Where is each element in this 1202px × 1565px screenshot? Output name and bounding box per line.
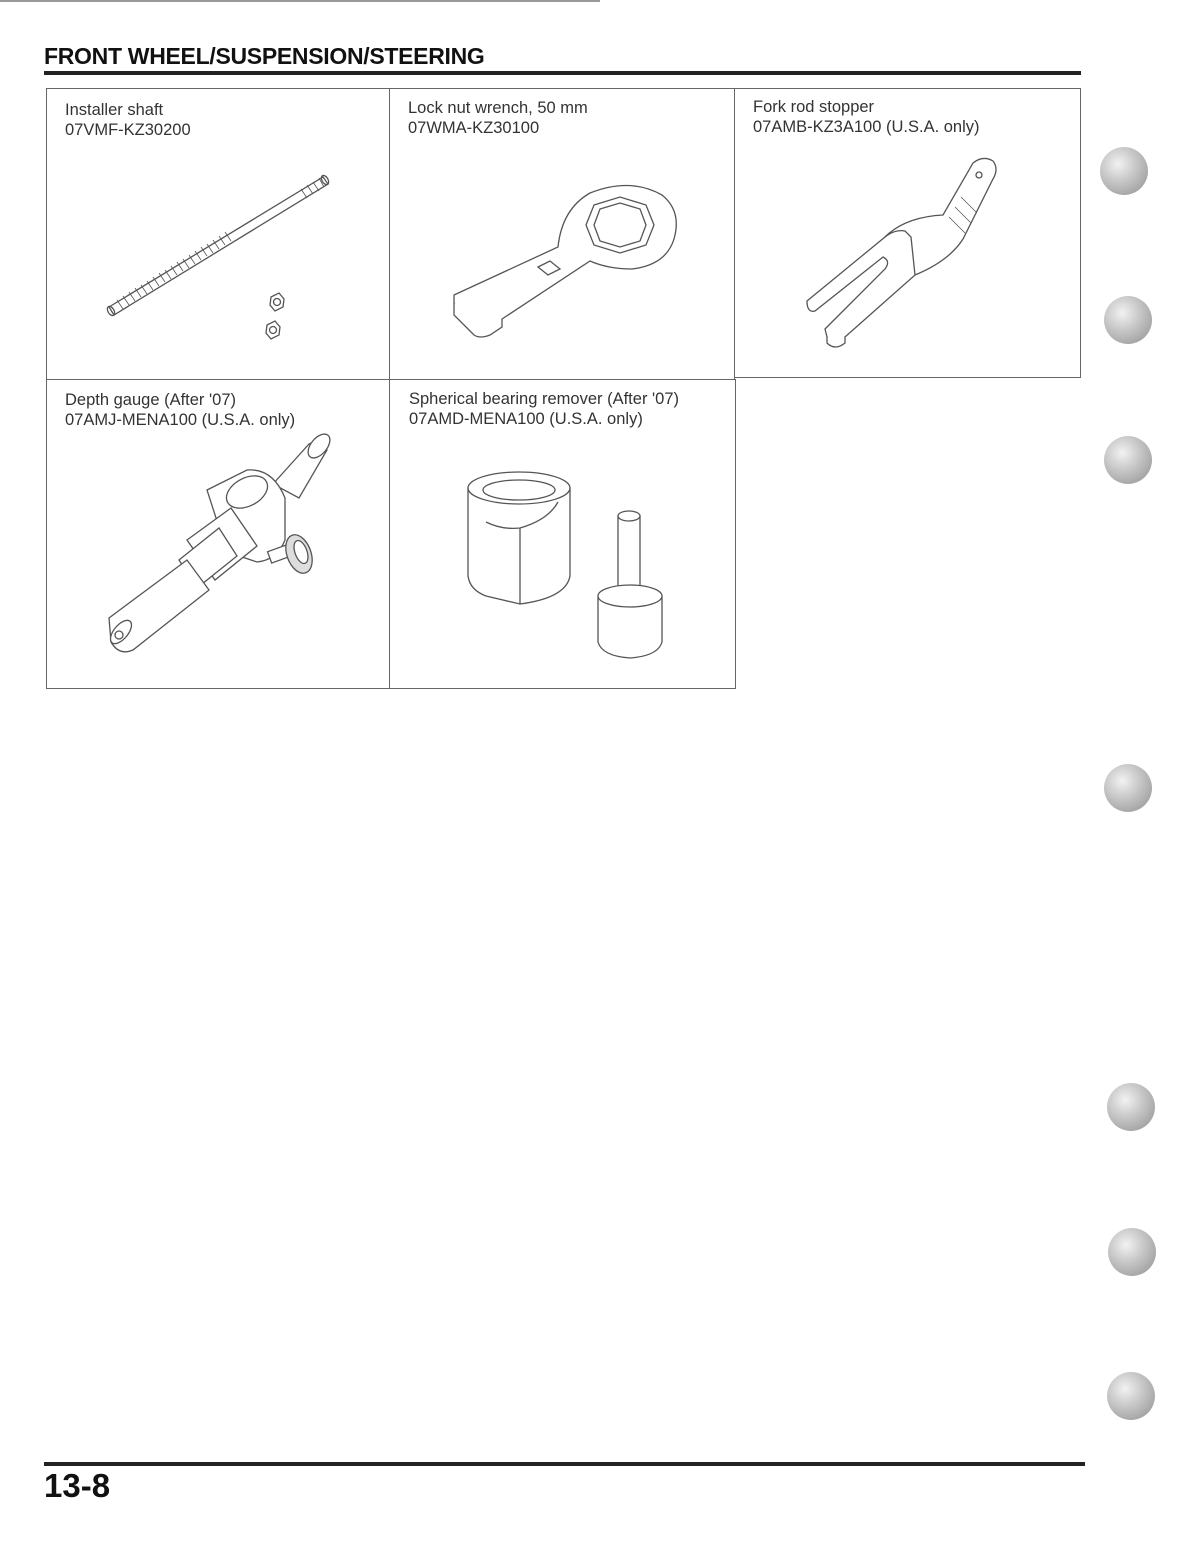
tool-cell-depth-gauge bbox=[46, 379, 390, 689]
tool-name: Installer shaft bbox=[65, 101, 164, 119]
depth-gauge-illustration bbox=[47, 380, 389, 688]
tool-part-number: 07AMJ-MENA100 (U.S.A. only) bbox=[65, 411, 296, 429]
section-tab-marker bbox=[1107, 1083, 1155, 1131]
tool-cell-fork-rod-stopper bbox=[734, 88, 1081, 378]
fork-rod-stopper-illustration bbox=[735, 89, 1080, 377]
tool-cell-installer-shaft bbox=[46, 88, 390, 380]
tool-cell-lock-nut-wrench bbox=[389, 88, 735, 380]
page-title: FRONT WHEEL/SUSPENSION/STEERING bbox=[44, 43, 485, 69]
tool-part-number: 07AMD-MENA100 (U.S.A. only) bbox=[409, 410, 643, 428]
section-tab-marker bbox=[1104, 296, 1152, 344]
footer-rule bbox=[44, 1462, 1085, 1466]
top-rule bbox=[0, 0, 600, 2]
tool-name: Lock nut wrench, 50 mm bbox=[408, 99, 588, 117]
page-number: 13-8 bbox=[44, 1467, 111, 1504]
section-tab-marker bbox=[1108, 1228, 1156, 1276]
lock-nut-wrench-illustration bbox=[390, 89, 734, 379]
section-tab-marker bbox=[1100, 147, 1148, 195]
tool-name: Fork rod stopper bbox=[753, 98, 875, 116]
tool-part-number: 07AMB-KZ3A100 (U.S.A. only) bbox=[753, 118, 980, 136]
tool-name: Depth gauge (After '07) bbox=[65, 391, 237, 409]
tool-name: Spherical bearing remover (After '07) bbox=[409, 390, 680, 408]
header-rule bbox=[44, 71, 1081, 75]
installer-shaft-illustration bbox=[47, 89, 389, 379]
tool-part-number: 07WMA-KZ30100 bbox=[408, 119, 540, 137]
section-tab-marker bbox=[1104, 764, 1152, 812]
tool-cell-spherical-bearing-remover bbox=[389, 379, 736, 689]
spherical-bearing-remover-illustration bbox=[390, 380, 735, 688]
tool-part-number: 07VMF-KZ30200 bbox=[65, 121, 191, 139]
section-tab-marker bbox=[1104, 436, 1152, 484]
section-tab-marker bbox=[1107, 1372, 1155, 1420]
